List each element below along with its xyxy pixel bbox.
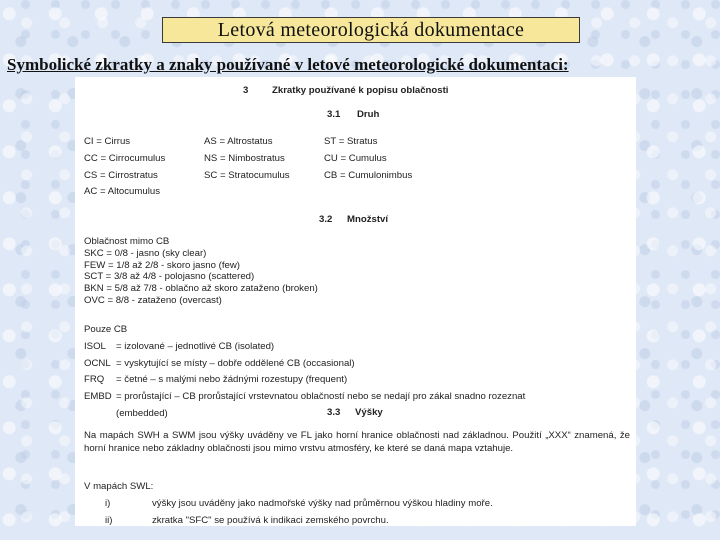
- cloud-type-item: AC = Altocumulus: [84, 186, 160, 198]
- amount-line: BKN = 5/8 až 7/8 - oblačno až skoro zataženo (broken): [84, 283, 318, 295]
- cloud-type-item: CC = Cirrocumulus: [84, 152, 166, 164]
- swl-item-number: ii): [105, 514, 113, 526]
- amount-line: FEW = 1/8 až 2/8 - skoro jasno (few): [84, 259, 240, 271]
- section-3-3-title: Výšky: [355, 407, 383, 418]
- cloud-type-item: CB = Cumulonimbus: [324, 169, 413, 181]
- section-3-2-number: 3.2: [319, 214, 333, 225]
- cloud-types-col-2: [204, 134, 290, 184]
- cb-code: OCNL: [84, 357, 111, 369]
- section-3-1-number: 3.1: [327, 109, 341, 120]
- cloud-types-col-1: [84, 134, 165, 201]
- cloud-type-item: ST = Stratus: [324, 136, 378, 147]
- swl-item-number: i): [105, 497, 111, 509]
- section-3-title: Zkratky používané k popisu oblačnosti: [272, 85, 449, 96]
- cloud-type-item: CI = Cirrus: [84, 136, 131, 147]
- amount-line: SKC = 0/8 - jasno (sky clear): [84, 247, 207, 259]
- cb-row: [84, 389, 624, 406]
- swl-block: [84, 479, 624, 526]
- cb-code: ISOL: [84, 340, 106, 352]
- amount-line: SCT = 3/8 až 4/8 - polojasno (scattered): [84, 271, 255, 283]
- document-scan: [75, 77, 636, 526]
- swl-item: [84, 496, 624, 513]
- swl-item: [84, 513, 624, 526]
- amount-line: Oblačnost mimo CB: [84, 236, 170, 247]
- cloud-type-item: CS = Cirrostratus: [84, 169, 158, 181]
- section-3-2-title: Množství: [347, 214, 389, 225]
- amount-line: OVC = 8/8 - zataženo (overcast): [84, 294, 222, 306]
- cloud-types-col-3: [324, 134, 412, 184]
- amount-list: [84, 236, 318, 307]
- section-3-3-number: 3.3: [327, 407, 341, 418]
- cloud-type-item: SC = Stratocumulus: [204, 169, 290, 181]
- cloud-type-item: CU = Cumulus: [324, 152, 387, 164]
- cb-desc: = četné – s malými nebo žádnými rozestupy (frequent): [116, 374, 348, 386]
- cb-list: [84, 322, 624, 423]
- cb-desc: = prorůstající – CB prorůstající vrstevnatou oblačností nebo se nedají pro zákal snadno rozeznat: [116, 391, 526, 403]
- cb-code: FRQ: [84, 374, 105, 386]
- cloud-type-item: AS = Altrostatus: [204, 136, 273, 147]
- cloud-type-item: NS = Nimbostratus: [204, 152, 285, 164]
- heights-paragraph: Na mapách SWH a SWM jsou výšky uváděny ve FL jako horní hranice oblačnosti nad základnou. Použití „XXX“ znamená, že horní hranice nebo základny oblačnosti jsou mimo vrstvu atmosféry, ke které se daná mapa vztahuje.: [84, 430, 630, 454]
- cb-heading: Pouze CB: [84, 324, 128, 335]
- cb-code: EMBD: [84, 391, 112, 403]
- section-3-number: 3: [243, 85, 249, 96]
- swl-item-text: výšky jsou uváděny jako nadmořské výšky nad průměrnou výškou hladiny moře.: [152, 497, 493, 509]
- slide-title: Letová meteorologická dokumentace: [162, 17, 580, 43]
- cb-desc: = izolované – jednotlivé CB (isolated): [116, 340, 275, 352]
- cb-row: [84, 372, 624, 389]
- cb-row: [84, 356, 624, 373]
- cb-desc: = vyskytující se místy – dobře oddělené CB (occasional): [116, 357, 355, 369]
- slide-subtitle: Symbolické zkratky a znaky používané v letové meteorologické dokumentaci:: [7, 55, 569, 74]
- cb-row-continuation: (embedded): [116, 407, 168, 419]
- swl-heading: V mapách SWL:: [84, 481, 154, 492]
- swl-item-text: zkratka "SFC" se používá k indikaci zemského povrchu.: [152, 514, 389, 526]
- cb-row: [84, 339, 624, 356]
- section-3-1-title: Druh: [357, 109, 380, 120]
